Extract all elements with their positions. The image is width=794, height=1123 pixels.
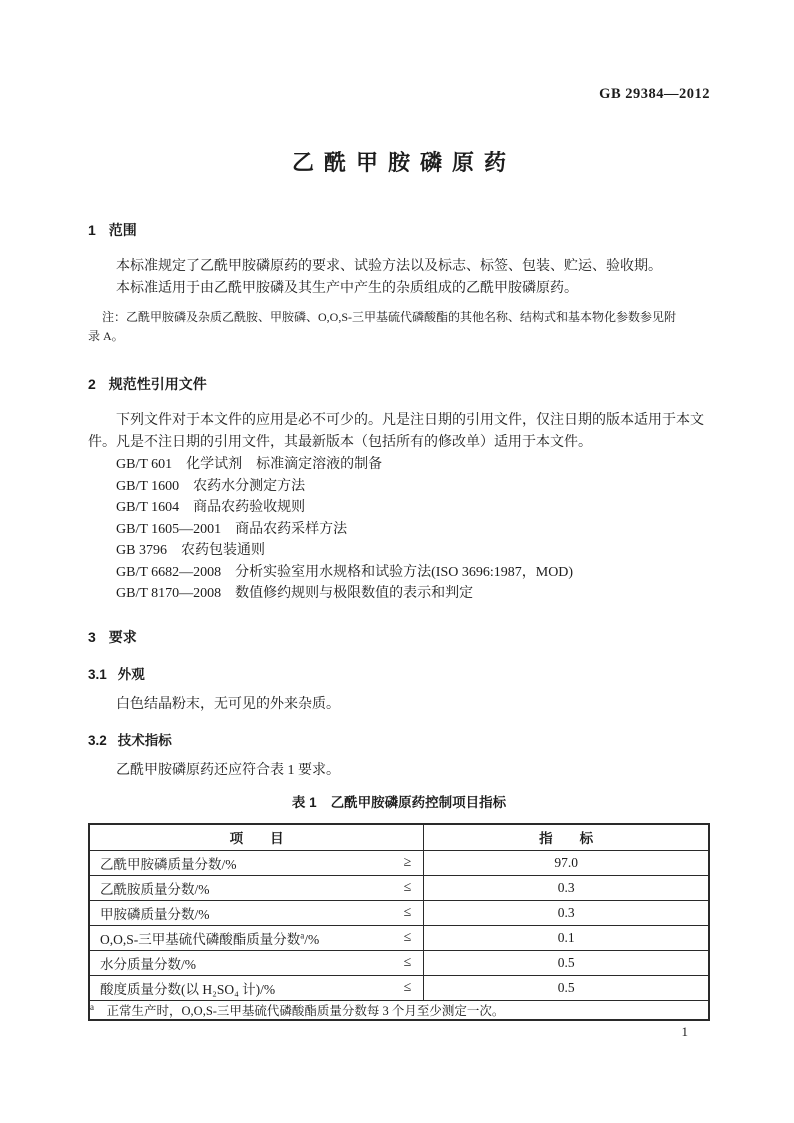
section-1-paragraph-2: 本标准适用于由乙酰甲胺磷及其生产中产生的杂质组成的乙酰甲胺磷原药。 xyxy=(116,281,578,296)
reference-item: GB 3796 农药包装通则 xyxy=(116,543,265,558)
reference-item: GB/T 6682—2008 分析实验室用水规格和试验方法(ISO 3696:1987，MOD) xyxy=(116,564,574,580)
table-row xyxy=(89,950,709,975)
reference-item: GB/T 1600 农药水分测定方法 xyxy=(116,478,306,494)
reference-item: GB/T 8170—2008 数值修约规则与极限数值的表示和判定 xyxy=(116,586,474,601)
item-value: 97.0 xyxy=(424,850,709,875)
relation-sign: ≤ xyxy=(403,879,412,895)
reference-list xyxy=(88,454,710,605)
table-row xyxy=(89,975,709,1000)
section-3-2-heading xyxy=(88,729,710,746)
section-3-1-heading xyxy=(88,663,710,680)
section-1-heading xyxy=(88,220,710,238)
reference-item: GB/T 1605—2001 商品农药采样方法 xyxy=(116,521,348,537)
section-2-title: 规范性引用文件 xyxy=(108,376,207,392)
section-3-heading xyxy=(88,627,710,645)
table-header-value-column: 指 标 xyxy=(424,824,709,851)
table-1-caption xyxy=(88,791,710,809)
item-label: 酸度质量分数(以 H₂SO₄ 计)/% xyxy=(100,981,276,997)
section-3-1-number: 3.1 xyxy=(88,666,107,682)
item-label: 水分质量分数/% xyxy=(100,956,196,972)
standard-code: GB 29384—2012 xyxy=(599,86,710,102)
relation-sign: ≤ xyxy=(403,954,412,970)
section-2-paragraph-line-2: 件。凡是不注日期的引用文件，其最新版本（包括所有的修改单）适用于本文件。 xyxy=(88,435,592,450)
table-1-caption-label: 表 1 xyxy=(291,794,317,810)
table-row xyxy=(89,900,709,925)
relation-sign: ≤ xyxy=(403,929,412,945)
note-line-2: 录 A。 xyxy=(88,329,124,343)
table-header-item-column: 项 目 xyxy=(89,824,424,851)
section-1-number: 1 xyxy=(88,222,96,238)
document-title: 乙酰甲胺磷原药 xyxy=(291,150,516,175)
section-1-paragraph-1: 本标准规定了乙酰甲胺磷原药的要求、试验方法以及标志、标签、包装、贮运、验收期。 xyxy=(116,259,662,274)
item-value: 0.3 xyxy=(424,900,709,925)
item-label: O,O,S-三甲基硫代磷酸酯质量分数$^a$/% xyxy=(100,930,320,947)
section-2-heading xyxy=(88,374,710,392)
section-3-2-number: 3.2 xyxy=(88,732,107,748)
reference-item: GB/T 601 化学试剂 标准滴定溶液的制备 xyxy=(116,457,383,472)
section-2-paragraph-line-1: 下列文件对于本文件的应用是必不可少的。凡是注日期的引用文件，仅注日期的版本适用于本文 xyxy=(116,413,704,428)
item-value: 0.5 xyxy=(424,950,709,975)
section-3-2-title: 技术指标 xyxy=(117,732,172,748)
section-1-note xyxy=(88,308,710,346)
relation-sign: ≤ xyxy=(403,904,412,920)
relation-sign: ≤ xyxy=(403,979,412,995)
table-row xyxy=(89,875,709,900)
page-number: 1 xyxy=(681,1024,688,1039)
note-line-1: 注：乙酰甲胺磷及杂质乙酰胺、甲胺磷、O,O,S-三甲基硫代磷酸酯的其他名称、结构式和基本物化参数参见附 xyxy=(102,310,677,324)
section-1-title: 范围 xyxy=(108,222,137,238)
relation-sign: ≥ xyxy=(403,854,412,870)
section-3-title: 要求 xyxy=(108,628,137,645)
item-value: 0.3 xyxy=(424,875,709,900)
section-3-1-title: 外观 xyxy=(117,666,145,682)
item-label: 乙酰胺质量分数/% xyxy=(100,881,210,897)
reference-item: GB/T 1604 商品农药验收规则 xyxy=(116,500,306,515)
item-label: 乙酰甲胺磷质量分数/% xyxy=(100,856,237,872)
item-value: 0.5 xyxy=(424,975,709,1000)
table-1 xyxy=(88,823,710,1021)
section-3-1-paragraph: 白色结晶粉末，无可见的外来杂质。 xyxy=(116,696,340,712)
table-footnote-row xyxy=(89,1000,709,1020)
section-3-2-paragraph: 乙酰甲胺磷原药还应符合表 1 要求。 xyxy=(116,762,340,778)
table-row xyxy=(89,925,709,950)
table-footnote: $^a$ 正常生产时，O,O,S-三甲基硫代磷酸酯质量分数每 3 个月至少测定一次。 xyxy=(89,1000,709,1020)
section-2-number: 2 xyxy=(88,376,96,392)
item-value: 0.1 xyxy=(424,925,709,950)
table-header-row xyxy=(89,824,709,851)
section-3-number: 3 xyxy=(88,628,96,645)
table-1-caption-text: 乙酰甲胺磷原药控制项目指标 xyxy=(330,794,507,810)
table-row xyxy=(89,850,709,875)
item-label: 甲胺磷质量分数/% xyxy=(100,906,210,922)
